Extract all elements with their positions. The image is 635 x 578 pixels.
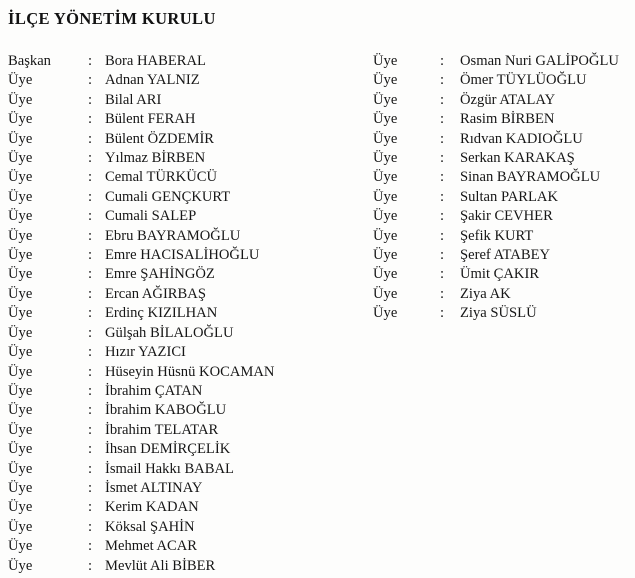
board-member-row	[8, 343, 368, 362]
member-role-label: Üye	[8, 72, 33, 89]
member-name: Adnan YALNIZ	[105, 72, 200, 89]
board-member-row	[8, 421, 368, 440]
separator-colon: :	[88, 479, 93, 496]
member-name: İhsan DEMİRÇELİK	[105, 441, 231, 458]
member-role-label: Üye	[8, 402, 33, 419]
board-member-row	[8, 227, 368, 246]
separator-colon: :	[88, 421, 93, 438]
separator-colon: :	[88, 91, 93, 108]
member-name: Bülent FERAH	[105, 111, 196, 128]
member-name: Emre ŞAHİNGÖZ	[105, 266, 215, 283]
member-role-label: Üye	[8, 208, 33, 225]
member-role-label: Üye	[8, 305, 33, 322]
member-role-label: Üye	[8, 441, 33, 458]
board-member-row	[8, 382, 368, 401]
member-name: Mehmet ACAR	[105, 538, 198, 555]
board-member-row	[373, 71, 635, 90]
board-member-row	[8, 498, 368, 517]
separator-colon: :	[88, 518, 93, 535]
member-name: Osman Nuri GALİPOĞLU	[460, 53, 619, 69]
member-role-label: Üye	[8, 227, 33, 244]
separator-colon: :	[88, 188, 93, 205]
member-name: Sultan PARLAK	[460, 188, 558, 205]
separator-colon: :	[88, 227, 93, 244]
member-role-label: Üye	[373, 72, 398, 89]
member-role-label: Üye	[373, 130, 398, 147]
board-member-row	[373, 246, 635, 265]
member-name: Serkan KARAKAŞ	[460, 150, 575, 167]
separator-colon: :	[440, 169, 445, 186]
board-member-row	[373, 168, 635, 187]
member-name: Cemal TÜRKÜCÜ	[105, 169, 218, 186]
member-name: İbrahim ÇATAN	[105, 382, 203, 399]
member-name: Bülent ÖZDEMİR	[105, 130, 215, 147]
separator-colon: :	[88, 111, 93, 128]
board-member-row	[373, 130, 635, 149]
member-name: İsmet ALTINAY	[105, 479, 203, 496]
separator-colon: :	[88, 169, 93, 186]
member-name: Bilal ARI	[105, 91, 162, 108]
member-role-label: Üye	[8, 460, 33, 477]
member-name: Şefik KURT	[460, 227, 534, 244]
separator-colon: :	[88, 53, 93, 69]
member-name: Ömer TÜYLÜOĞLU	[460, 72, 587, 89]
board-member-row	[8, 71, 368, 90]
member-role-label: Üye	[8, 557, 33, 574]
board-member-row	[8, 188, 368, 207]
member-role-label: Üye	[8, 285, 33, 302]
board-member-row	[373, 207, 635, 226]
left-column	[8, 52, 368, 576]
board-member-row	[8, 537, 368, 556]
member-name: Erdinç KIZILHAN	[105, 305, 218, 322]
member-name: Bora HABERAL	[105, 53, 206, 69]
member-role-label: Üye	[8, 382, 33, 399]
right-column	[373, 52, 635, 324]
member-role-label: Üye	[373, 305, 398, 322]
member-role-label: Üye	[373, 150, 398, 167]
member-name: Kerim KADAN	[105, 499, 199, 516]
member-name: Hızır YAZICI	[105, 344, 186, 361]
member-name: Cumali SALEP	[105, 208, 197, 225]
separator-colon: :	[88, 382, 93, 399]
separator-colon: :	[440, 72, 445, 89]
separator-colon: :	[88, 363, 93, 380]
separator-colon: :	[88, 72, 93, 89]
member-name: Emre HACISALİHOĞLU	[105, 247, 260, 264]
member-role-label: Üye	[373, 266, 398, 283]
member-role-label: Üye	[373, 208, 398, 225]
separator-colon: :	[440, 266, 445, 283]
separator-colon: :	[88, 402, 93, 419]
board-member-row	[8, 285, 368, 304]
member-role-label: Üye	[8, 266, 33, 283]
separator-colon: :	[440, 188, 445, 205]
board-member-row	[8, 460, 368, 479]
board-member-row	[8, 149, 368, 168]
member-role-label: Üye	[8, 169, 33, 186]
separator-colon: :	[440, 130, 445, 147]
board-member-row	[8, 168, 368, 187]
member-role-label: Üye	[8, 363, 33, 380]
separator-colon: :	[440, 53, 445, 69]
board-member-row	[8, 265, 368, 284]
member-name: Köksal ŞAHİN	[105, 518, 195, 535]
board-member-row	[373, 304, 635, 323]
member-name: Gülşah BİLALOĞLU	[105, 324, 234, 341]
separator-colon: :	[88, 285, 93, 302]
board-member-row	[373, 265, 635, 284]
member-name: Ümit ÇAKIR	[460, 266, 540, 283]
board-member-row	[8, 363, 368, 382]
member-name: Cumali GENÇKURT	[105, 188, 231, 205]
separator-colon: :	[88, 266, 93, 283]
member-role-label: Üye	[8, 421, 33, 438]
member-role-label: Üye	[8, 130, 33, 147]
board-member-row	[8, 401, 368, 420]
member-role-label: Başkan	[8, 53, 51, 69]
member-role-label: Üye	[8, 324, 33, 341]
member-role-label: Üye	[373, 111, 398, 128]
member-name: İbrahim KABOĞLU	[105, 402, 227, 419]
separator-colon: :	[440, 111, 445, 128]
separator-colon: :	[88, 557, 93, 574]
separator-colon: :	[440, 150, 445, 167]
member-role-label: Üye	[8, 538, 33, 555]
separator-colon: :	[88, 441, 93, 458]
member-role-label: Üye	[8, 247, 33, 264]
separator-colon: :	[440, 305, 445, 322]
board-member-row	[8, 110, 368, 129]
member-name: İbrahim TELATAR	[105, 421, 219, 438]
member-role-label: Üye	[8, 150, 33, 167]
board-member-row	[8, 304, 368, 323]
member-name: Mevlüt Ali BİBER	[105, 557, 216, 574]
member-name: Hüseyin Hüsnü KOCAMAN	[105, 363, 275, 380]
member-role-label: Üye	[373, 247, 398, 264]
member-name: İsmail Hakkı BABAL	[105, 460, 234, 477]
separator-colon: :	[88, 150, 93, 167]
member-name: Ziya AK	[460, 285, 511, 302]
member-name: Ebru BAYRAMOĞLU	[105, 227, 241, 244]
separator-colon: :	[88, 247, 93, 264]
separator-colon: :	[88, 130, 93, 147]
separator-colon: :	[88, 344, 93, 361]
separator-colon: :	[440, 227, 445, 244]
member-role-label: Üye	[373, 285, 398, 302]
board-member-row	[8, 324, 368, 343]
member-name: Şakir CEVHER	[460, 208, 553, 225]
member-name: Sinan BAYRAMOĞLU	[460, 169, 601, 186]
separator-colon: :	[88, 460, 93, 477]
board-member-row	[373, 227, 635, 246]
member-name: Özgür ATALAY	[460, 91, 556, 108]
board-member-row	[8, 440, 368, 459]
member-name: Rasim BİRBEN	[460, 111, 555, 128]
member-role-label: Üye	[8, 111, 33, 128]
separator-colon: :	[440, 91, 445, 108]
separator-colon: :	[88, 208, 93, 225]
member-role-label: Üye	[373, 53, 398, 69]
board-member-row	[8, 518, 368, 537]
member-name: Ziya SÜSLÜ	[460, 305, 537, 322]
member-role-label: Üye	[8, 518, 33, 535]
member-role-label: Üye	[8, 479, 33, 496]
member-name: Yılmaz BİRBEN	[105, 150, 206, 167]
board-member-row	[373, 110, 635, 129]
separator-colon: :	[88, 499, 93, 516]
member-role-label: Üye	[8, 499, 33, 516]
member-name: Rıdvan KADIOĞLU	[460, 130, 583, 147]
separator-colon: :	[440, 208, 445, 225]
separator-colon: :	[440, 247, 445, 264]
board-member-row	[373, 188, 635, 207]
board-member-row	[8, 479, 368, 498]
member-name: Şeref ATABEY	[460, 247, 551, 264]
page-title: İLÇE YÖNETİM KURULU	[8, 9, 216, 28]
board-member-row	[8, 91, 368, 110]
board-member-row	[373, 52, 635, 71]
board-member-row	[373, 285, 635, 304]
board-member-row	[8, 246, 368, 265]
separator-colon: :	[88, 324, 93, 341]
member-role-label: Üye	[373, 227, 398, 244]
board-member-row	[373, 91, 635, 110]
member-role-label: Üye	[8, 188, 33, 205]
member-role-label: Üye	[373, 188, 398, 205]
separator-colon: :	[440, 285, 445, 302]
board-member-row	[8, 557, 368, 576]
member-name: Ercan AĞIRBAŞ	[105, 285, 206, 302]
board-member-row	[8, 130, 368, 149]
separator-colon: :	[88, 305, 93, 322]
member-role-label: Üye	[373, 91, 398, 108]
member-role-label: Üye	[8, 91, 33, 108]
separator-colon: :	[88, 538, 93, 555]
board-member-row	[8, 207, 368, 226]
member-role-label: Üye	[373, 169, 398, 186]
board-member-row	[373, 149, 635, 168]
member-role-label: Üye	[8, 344, 33, 361]
board-member-row	[8, 52, 368, 71]
